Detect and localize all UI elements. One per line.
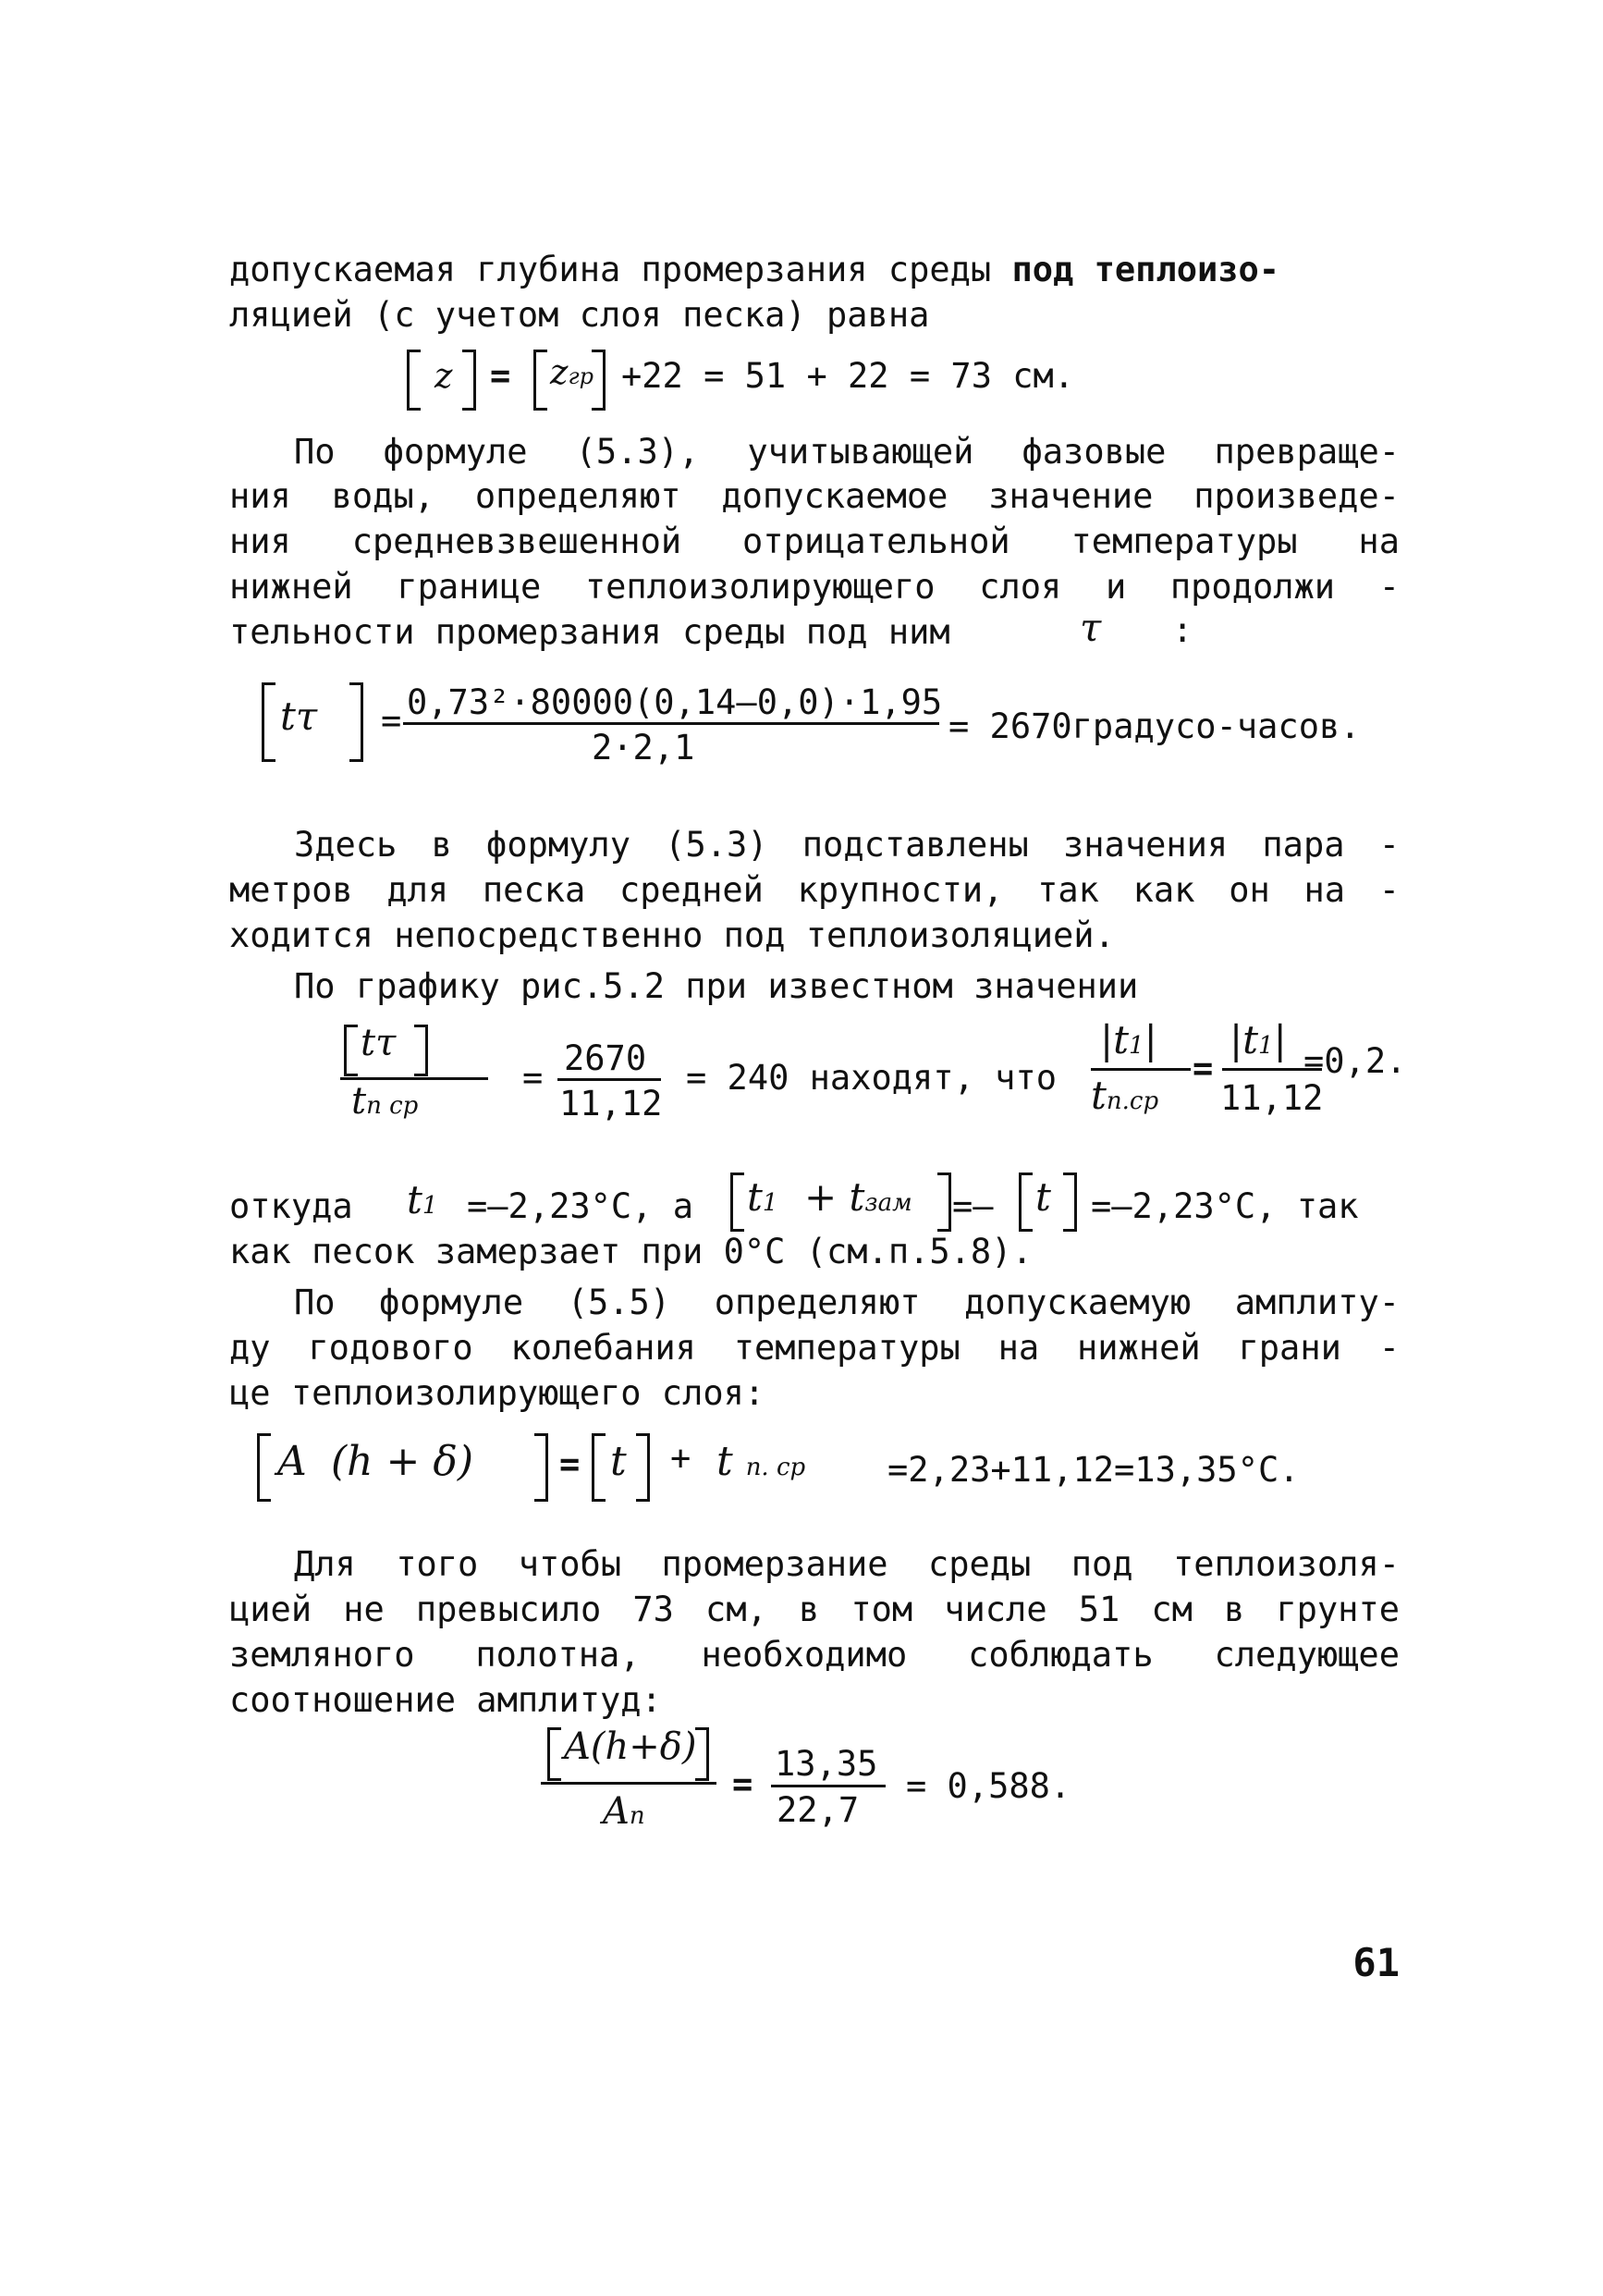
eq-denominator: 22,7 (777, 1790, 860, 1830)
eq-variable: t1 (747, 1174, 778, 1220)
eq-denominator: 11,12 (1220, 1078, 1324, 1118)
equals-sign: = (1193, 1049, 1214, 1088)
text-line: тельности промерзания среды под ним (229, 612, 950, 652)
fraction-bar (557, 1078, 661, 1081)
eq-variable: t (1035, 1174, 1051, 1220)
bracket-right (937, 1173, 951, 1232)
eq-value: = 0,588. (906, 1766, 1071, 1806)
plus-sign: + (670, 1438, 691, 1478)
eq-value: +22 = 51 + 22 = 73 см. (621, 356, 1075, 396)
fraction-bar (771, 1785, 886, 1787)
eq-variable: z (434, 356, 453, 396)
equals-sign: = (490, 356, 511, 396)
text-line: Для того чтобы промерзание среды под теплоизоля- (294, 1544, 1400, 1584)
text-line: допускаемая глубина промерзания среды под теплоизо- (229, 250, 1280, 289)
eq-numerator: |t1| (1230, 1017, 1287, 1062)
bracket-left (1019, 1173, 1033, 1232)
text-line: ния воды, определяют допускаемое значение произведе- (229, 476, 1400, 516)
text-fragment: откуда (229, 1186, 353, 1226)
text-line: земляного полотна, необходимо соблюдать следующее (229, 1635, 1400, 1675)
text-line: Здесь в формулу (5.3) подставлены значения пара - (294, 825, 1400, 865)
text-fragment: =– (952, 1186, 994, 1226)
text-line: ду годового колебания температуры на нижней грани - (229, 1328, 1400, 1368)
eq-numerator: 0,73²·80000(0,14–0,0)·1,95 (407, 682, 943, 722)
bracket-left (257, 1433, 271, 1502)
text-line: По формуле (5.3), учитывающей фазовые превраще- (294, 432, 1400, 472)
bracket-right (534, 1433, 548, 1502)
bracket-right (349, 682, 363, 762)
fraction-bar (403, 722, 939, 725)
bracket-right (462, 350, 476, 411)
page-number: 61 (1352, 1940, 1400, 1985)
text-fragment: =–2,23°С, а (467, 1186, 694, 1226)
eq-variable: zгр (550, 352, 593, 392)
equals-sign: = (732, 1764, 753, 1804)
equals-sign: = (522, 1058, 544, 1098)
text-line: нижней границе теплоизолирующего слоя и продолжи - (229, 567, 1400, 607)
eq-numerator: 2670 (564, 1038, 647, 1078)
eq-variable: (h + δ) (331, 1438, 473, 1485)
text-line: ния средневзвешенной отрицательной температуры на (229, 522, 1400, 561)
text-line: це теплоизолирующего слоя: (229, 1373, 765, 1413)
bracket-left (262, 682, 275, 762)
eq-numerator: 13,35 (775, 1744, 878, 1784)
bracket-left (344, 1025, 358, 1076)
bracket-right (636, 1433, 650, 1502)
eq-denominator: 2·2,1 (592, 728, 695, 767)
text-line: соотношение амплитуд: (229, 1680, 662, 1720)
eq-value: =2,23+11,12=13,35°С. (887, 1450, 1300, 1490)
eq-text: = 240 находят, что (686, 1058, 1057, 1098)
bracket-right (592, 350, 606, 411)
eq-denominator: tп ср (351, 1080, 419, 1123)
text-line: ходится непосредственно под теплоизоляцией. (229, 915, 1115, 955)
text-line: По формуле (5.5) определяют допускаемую амплиту- (294, 1283, 1400, 1322)
colon: : (1172, 610, 1193, 650)
text-line: как песок замерзает при 0°С (см.п.5.8). (229, 1232, 1033, 1271)
eq-numerator: tτ (361, 1022, 397, 1064)
text-line: метров для песка средней крупности, так как он на - (229, 870, 1400, 910)
eq-variable: t (610, 1438, 627, 1485)
eq-value: =0,2. (1303, 1041, 1407, 1081)
bracket-left (533, 350, 547, 411)
eq-denominator: 11,12 (559, 1084, 663, 1123)
equals-sign: = (381, 701, 402, 741)
text-line: По графику рис.5.2 при известном значении (294, 966, 1139, 1006)
eq-numerator: A(h+δ) (564, 1725, 697, 1768)
text-line: цией не превысило 73 см, в том числе 51 см в грунте (229, 1590, 1400, 1629)
eq-variable: t п. ср (716, 1438, 806, 1485)
fraction-bar (1091, 1068, 1191, 1071)
fraction-bar (541, 1782, 716, 1785)
bracket-left (730, 1173, 744, 1232)
bracket-left (592, 1433, 606, 1502)
bracket-left (547, 1727, 561, 1781)
bracket-right (695, 1727, 709, 1781)
tau-symbol: τ (1080, 605, 1102, 650)
eq-value: = 2670градусо-часов. (948, 706, 1361, 746)
eq-variable: tτ (280, 694, 318, 739)
eq-variable: + tзам (804, 1174, 912, 1220)
eq-denominator: Aп (603, 1790, 645, 1833)
bracket-left (407, 350, 421, 411)
equals-sign: = (559, 1444, 581, 1484)
bracket-right (414, 1025, 428, 1076)
eq-numerator: |t1| (1100, 1017, 1157, 1062)
bracket-right (1063, 1173, 1077, 1232)
text-line: ляцией (с учетом слоя песка) равна (229, 295, 930, 335)
eq-denominator: tп.ср (1091, 1073, 1159, 1118)
eq-variable: A (277, 1438, 307, 1485)
text-fragment: =–2,23°С, так (1091, 1186, 1359, 1226)
eq-variable: t1 (407, 1177, 438, 1222)
